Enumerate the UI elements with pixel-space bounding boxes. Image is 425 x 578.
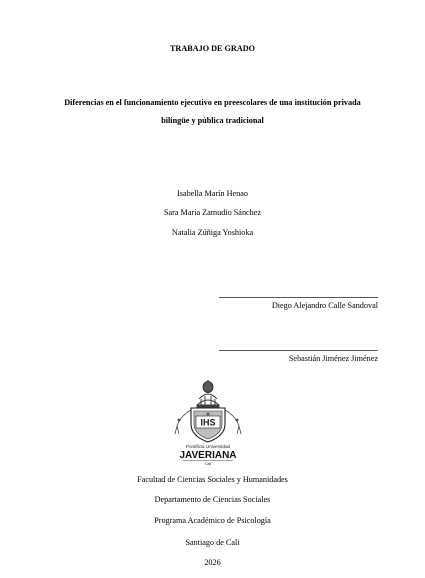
shield-icon <box>191 408 225 442</box>
logo-line-3: Cali <box>204 462 212 466</box>
document-title-line-1: Diferencias en el funcionamiento ejecutivo en preescolares de una institución privada <box>64 98 361 107</box>
author-name: Natalia Zúñiga Yoshioka <box>171 228 254 237</box>
city-name: Santiago de Cali <box>185 538 240 547</box>
signatory-name: Sebastián Jiménez Jiménez <box>288 354 378 363</box>
crown-icon <box>197 380 219 408</box>
author-name: Sara María Zamudio Sánchez <box>163 208 262 217</box>
signatory-name: Diego Alejandro Calle Sandoval <box>271 301 378 310</box>
department-name: Departamento de Ciencias Sociales <box>154 495 271 504</box>
seal-letters: IHS <box>200 417 216 428</box>
university-logo <box>171 380 245 466</box>
signature-line <box>219 350 378 351</box>
program-name: Programa Académico de Psicología <box>154 516 271 525</box>
author-name: Isabella Marín Henao <box>177 189 248 198</box>
document-year: 2026 <box>204 558 221 567</box>
document-heading: TRABAJO DE GRADO <box>169 44 256 53</box>
document-title-line-2: bilingüe y pública tradicional <box>161 116 264 125</box>
logo-line-1: Pontificia Universidad <box>185 444 231 449</box>
signature-line <box>219 297 378 298</box>
faculty-name: Facultad de Ciencias Sociales y Humanidades <box>137 475 288 484</box>
logo-line-2: JAVERIANA <box>179 450 237 461</box>
